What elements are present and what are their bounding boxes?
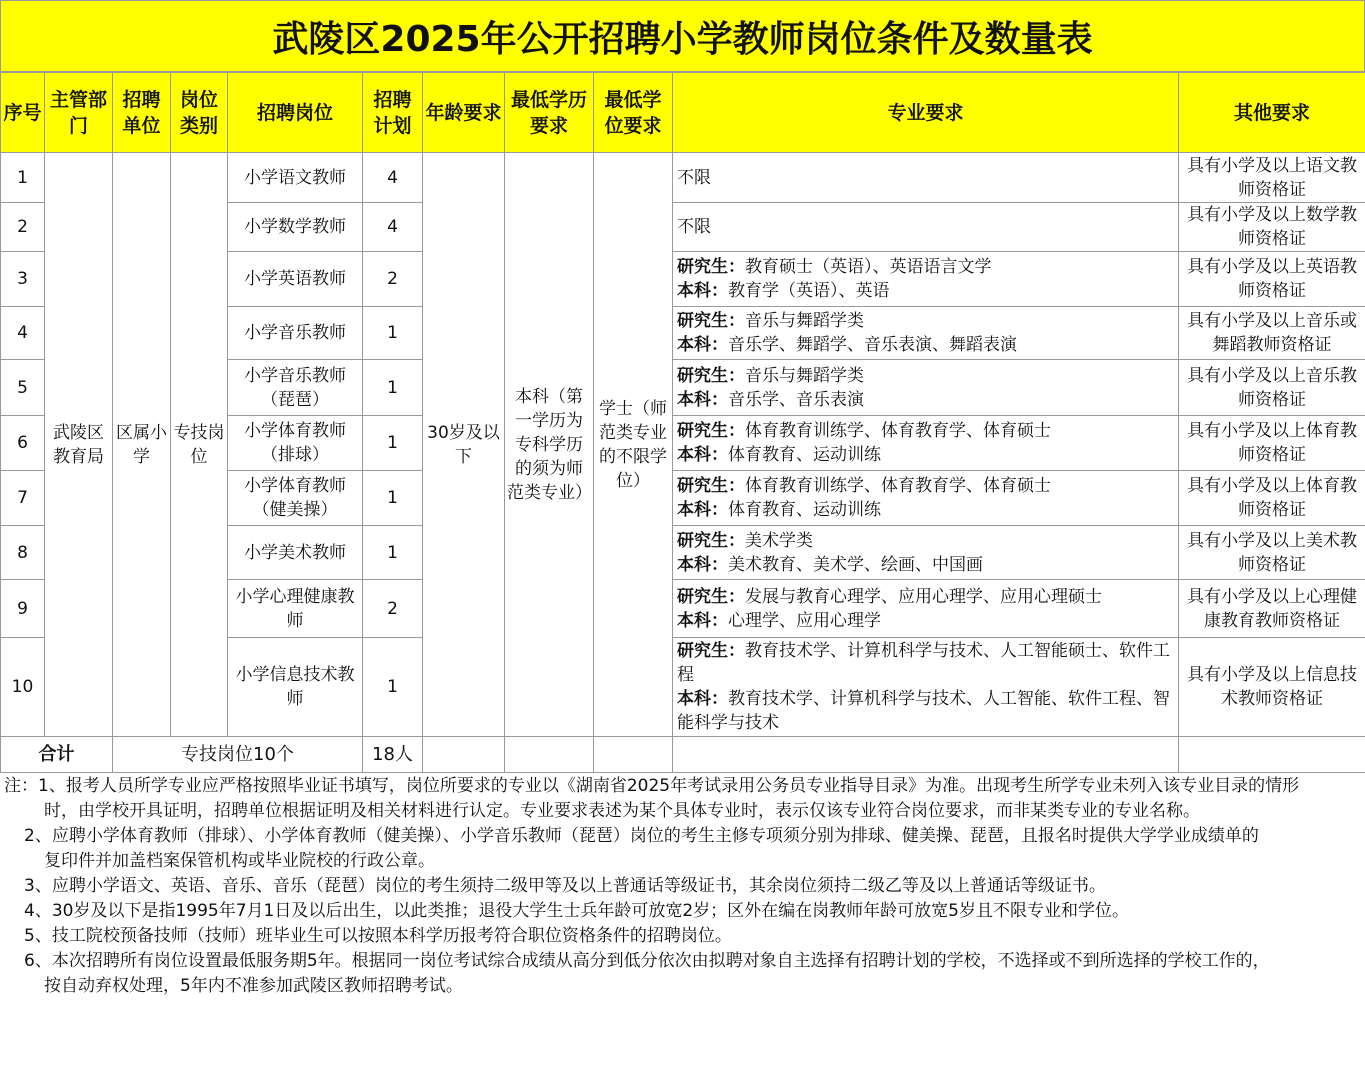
recruitment-table [0, 72, 1365, 773]
note-line: 3、应聘小学语文、英语、音乐、音乐（琵琶）岗位的考生须持二级甲等及以上普通话等级证书，其余岗位须持二级乙等及以上普通话等级证书。 [24, 876, 1106, 896]
ug-majors: 教育技术学、计算机科学与技术、人工智能、软件工程、智能科学与技术 [677, 689, 1170, 733]
cell-plan: 1 [363, 638, 423, 737]
cell-plan: 4 [363, 153, 423, 203]
ug-majors: 体育教育、运动训练 [728, 500, 881, 520]
note-line: 2、应聘小学体育教师（排球）、小学体育教师（健美操）、小学音乐教师（琵琶）岗位的考生主修专项须分别为排球、健美操、琵琶，且报名时提供大学学业成绩单的 [24, 826, 1259, 846]
note-line: 5、技工院校预备技师（技师）班毕业生可以按照本科学历报考符合职位资格条件的招聘岗位。 [24, 926, 732, 946]
cell-seq: 10 [1, 638, 45, 737]
header-row [1, 73, 1365, 153]
cell-post: 小学英语教师 [228, 252, 363, 307]
header-plan: 招聘计划 [363, 73, 423, 153]
cell-edu: 本科（第一学历为专科学历的须为师范类专业） [505, 153, 594, 737]
total-label: 合计 [1, 737, 113, 773]
cell-seq: 6 [1, 416, 45, 471]
grad-majors: 美术学类 [745, 530, 813, 551]
grad-label: 研究生： [677, 530, 745, 551]
ug-label: 本科： [677, 445, 728, 465]
notes-section [4, 774, 1361, 999]
cell-plan: 1 [363, 416, 423, 471]
note-line: 时，由学校开具证明，招聘单位根据证明及相关材料进行认定。专业要求表述为某个具体专业时，表示仅该专业符合岗位要求，而非某类专业的专业名称。 [44, 801, 1200, 821]
grad-majors: 音乐与舞蹈学类 [745, 311, 864, 331]
cell-major: 不限 [673, 153, 1179, 203]
ug-majors: 心理学、应用心理学 [728, 610, 881, 631]
cell-plan: 1 [363, 360, 423, 416]
cell-other: 具有小学及以上音乐或舞蹈教师资格证 [1179, 307, 1365, 360]
cell-seq: 3 [1, 252, 45, 307]
cell-other: 具有小学及以上数学教师资格证 [1179, 203, 1365, 252]
ug-label: 本科： [677, 335, 728, 355]
cell-major [673, 307, 1179, 360]
note-line: 复印件并加盖档案保管机构或毕业院校的行政公章。 [44, 851, 435, 871]
cell-other: 具有小学及以上英语教师资格证 [1179, 252, 1365, 307]
header-post: 招聘岗位 [228, 73, 363, 153]
cell-major [673, 471, 1179, 526]
grad-label: 研究生： [677, 257, 745, 277]
cell-major [673, 580, 1179, 638]
ug-majors: 体育教育、运动训练 [728, 445, 881, 465]
total-row [1, 737, 1365, 773]
cell-major [673, 360, 1179, 416]
header-major: 专业要求 [673, 73, 1179, 153]
grad-majors: 教育技术学、计算机科学与技术、人工智能硕士、软件工程 [677, 641, 1170, 685]
cell-seq: 4 [1, 307, 45, 360]
header-other: 其他要求 [1179, 73, 1365, 153]
header-unit: 招聘单位 [113, 73, 171, 153]
cell-plan: 2 [363, 252, 423, 307]
ug-label: 本科： [677, 610, 728, 631]
cell-plan: 1 [363, 471, 423, 526]
cell-age: 30岁及以下 [423, 153, 505, 737]
ug-label: 本科： [677, 389, 728, 410]
cell-plan: 4 [363, 203, 423, 252]
grad-label: 研究生： [677, 311, 745, 331]
grad-label: 研究生： [677, 476, 745, 496]
ug-majors: 音乐学、音乐表演 [728, 389, 864, 410]
cell-major: 不限 [673, 203, 1179, 252]
grad-label: 研究生： [677, 365, 745, 386]
header-type: 岗位类别 [171, 73, 228, 153]
cell-post: 小学音乐教师（琵琶） [228, 360, 363, 416]
cell-unit: 区属小学 [113, 153, 171, 737]
cell-degree: 学士（师范类专业的不限学位） [594, 153, 673, 737]
ug-label: 本科： [677, 554, 728, 575]
ug-label: 本科： [677, 500, 728, 520]
ug-majors: 教育学（英语）、英语 [728, 281, 890, 301]
total-empty [505, 737, 594, 773]
header-edu: 最低学历要求 [505, 73, 594, 153]
cell-post: 小学美术教师 [228, 526, 363, 580]
cell-seq: 7 [1, 471, 45, 526]
total-empty [594, 737, 673, 773]
cell-post: 小学音乐教师 [228, 307, 363, 360]
note-line: 注：1、报考人员所学专业应严格按照毕业证书填写，岗位所要求的专业以《湖南省2025年考试录用公务员专业指导目录》为准。出现考生所学专业未列入该专业目录的情形 [4, 776, 1300, 796]
cell-dept: 武陵区教育局 [45, 153, 113, 737]
grad-label: 研究生： [677, 586, 745, 607]
cell-post: 小学数学教师 [228, 203, 363, 252]
ug-label: 本科： [677, 281, 728, 301]
cell-plan: 1 [363, 526, 423, 580]
cell-other: 具有小学及以上体育教师资格证 [1179, 471, 1365, 526]
cell-type: 专技岗位 [171, 153, 228, 737]
cell-post: 小学体育教师（排球） [228, 416, 363, 471]
cell-other: 具有小学及以上信息技术教师资格证 [1179, 638, 1365, 737]
total-count: 18人 [363, 737, 423, 773]
total-posts: 专技岗位10个 [113, 737, 363, 773]
header-seq: 序号 [1, 73, 45, 153]
cell-post: 小学语文教师 [228, 153, 363, 203]
cell-major [673, 526, 1179, 580]
cell-other: 具有小学及以上体育教师资格证 [1179, 416, 1365, 471]
ug-label: 本科： [677, 689, 728, 709]
note-line: 按自动弃权处理，5年内不准参加武陵区教师招聘考试。 [44, 976, 463, 996]
header-degree: 最低学位要求 [594, 73, 673, 153]
ug-majors: 美术教育、美术学、绘画、中国画 [728, 554, 983, 575]
note-line: 4、30岁及以下是指1995年7月1日及以后出生，以此类推；退役大学生士兵年龄可放宽2岁；区外在编在岗教师年龄可放宽5岁且不限专业和学位。 [24, 901, 1129, 921]
grad-majors: 体育教育训练学、体育教育学、体育硕士 [745, 476, 1051, 496]
cell-major [673, 252, 1179, 307]
cell-other: 具有小学及以上心理健康教育教师资格证 [1179, 580, 1365, 638]
grad-label: 研究生： [677, 421, 745, 441]
cell-post: 小学信息技术教师 [228, 638, 363, 737]
cell-plan: 1 [363, 307, 423, 360]
page-title: 武陵区2025年公开招聘小学教师岗位条件及数量表 [0, 0, 1365, 72]
cell-major [673, 638, 1179, 737]
grad-majors: 教育硕士（英语）、英语语言文学 [745, 257, 992, 277]
cell-other: 具有小学及以上音乐教师资格证 [1179, 360, 1365, 416]
grad-majors: 发展与教育心理学、应用心理学、应用心理硕士 [745, 586, 1102, 607]
cell-seq: 8 [1, 526, 45, 580]
cell-plan: 2 [363, 580, 423, 638]
cell-other: 具有小学及以上美术教师资格证 [1179, 526, 1365, 580]
grad-majors: 体育教育训练学、体育教育学、体育硕士 [745, 421, 1051, 441]
cell-seq: 9 [1, 580, 45, 638]
table-row [1, 153, 1365, 203]
cell-other: 具有小学及以上语文教师资格证 [1179, 153, 1365, 203]
total-empty [1179, 737, 1365, 773]
cell-major [673, 416, 1179, 471]
grad-majors: 音乐与舞蹈学类 [745, 365, 864, 386]
total-empty [673, 737, 1179, 773]
note-line: 6、本次招聘所有岗位设置最低服务期5年。根据同一岗位考试综合成绩从高分到低分依次由拟聘对象自主选择有招聘计划的学校，不选择或不到所选择的学校工作的， [24, 951, 1270, 971]
cell-post: 小学体育教师（健美操） [228, 471, 363, 526]
cell-seq: 1 [1, 153, 45, 203]
header-dept: 主管部门 [45, 73, 113, 153]
cell-post: 小学心理健康教师 [228, 580, 363, 638]
total-empty [423, 737, 505, 773]
header-age: 年龄要求 [423, 73, 505, 153]
cell-seq: 5 [1, 360, 45, 416]
ug-majors: 音乐学、舞蹈学、音乐表演、舞蹈表演 [728, 335, 1017, 355]
cell-seq: 2 [1, 203, 45, 252]
grad-label: 研究生： [677, 641, 745, 661]
